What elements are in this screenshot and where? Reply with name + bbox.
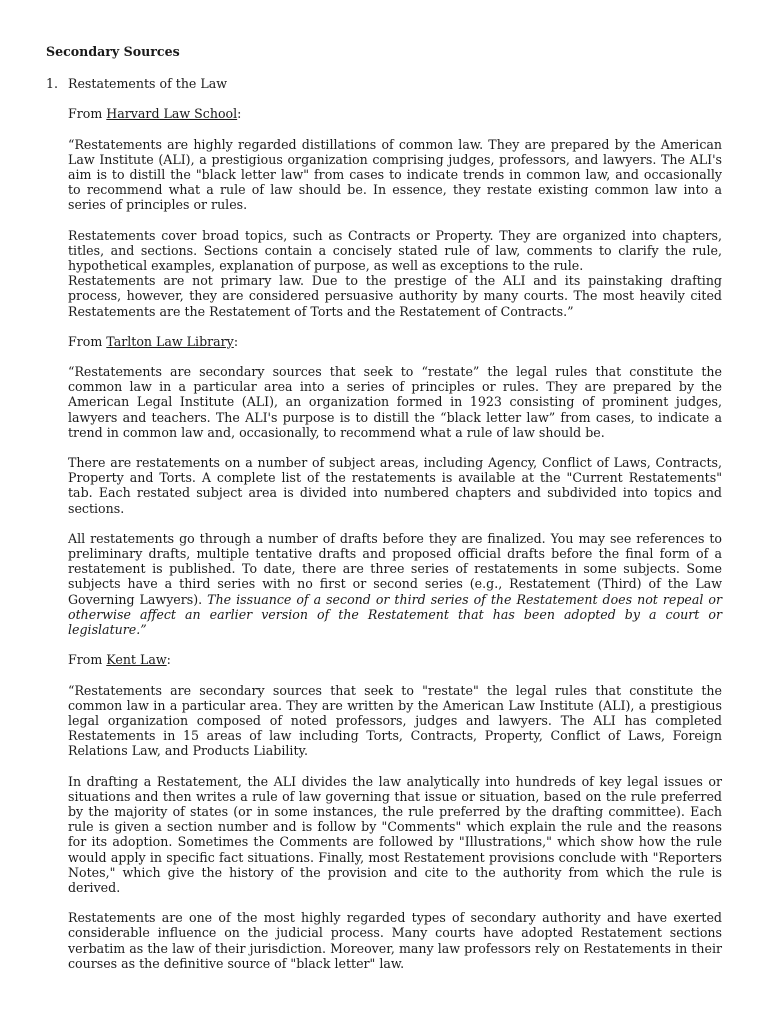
source-line-harvard <box>68 106 722 121</box>
list-item-title: Restatements of the Law <box>68 76 228 92</box>
harvard-paragraph-3: Restatements are not primary law. Due to the prestige of the ALI and its painstaking drafting process, however, they are considered persuasive authority by many courts. The most heavily cited Restatements are the Restatement of Torts and the Restatement of Contracts.” <box>68 273 722 319</box>
tarlton-link[interactable]: Tarlton Law Library <box>106 333 234 349</box>
from-label: From <box>68 333 107 349</box>
list-item-restatements <box>46 76 722 91</box>
kent-paragraph-2: In drafting a Restatement, the ALI divides the law analytically into hundreds of key legal issues or situations and then writes a rule of law governing that issue or situation, based on the rule preferred by the majority of states (or in some instances, the rule preferred by the drafting committee). Each rule is given a section number and is follow by "Comments" which explain the rule and the reasons for its adoption. Sometimes the Comments are followed by "Illustrations," which show how the rule would apply in specific fact situations. Finally, most Restatement provisions conclude with "Reporters Notes," which give the history of the provision and cite to the authority from which the rule is derived. <box>68 773 722 895</box>
tarlton-paragraph-1: “Restatements are secondary sources that seek to “restate” the legal rules that constitute the common law in a particular area into a series of principles or rules. They are prepared by the American Legal Institute (ALI), an organization formed in 1923 consisting of prominent judges, lawyers and teachers. The ALI's purpose is to distill the “black letter law” from cases, to indicate a trend in common law and, occasionally, to recommend what a rule of law should be. <box>68 364 722 440</box>
from-label: From <box>68 652 107 668</box>
content-block <box>68 106 722 971</box>
harvard-paragraph-2: Restatements cover broad topics, such as Contracts or Property. They are organized into chapters, titles, and sections. Sections contain a concisely stated rule of law, comments to clarify the rule, hypothetical examples, explanation of purpose, as well as exceptions to the rule. <box>68 227 722 274</box>
harvard-link[interactable]: Harvard Law School <box>106 106 238 122</box>
harvard-paragraph-1: “Restatements are highly regarded distillations of common law. They are prepared by the American Law Institute (ALI), a prestigious organization comprising judges, professors, and lawyers. The ALI's aim is to distill the "black letter law" from cases to indicate trends in common law, and occasionally to recommend what a rule of law should be. In essence, they restate existing common law into a series of principles or rules. <box>68 136 722 213</box>
from-label: From <box>68 106 107 122</box>
tarlton-paragraph-3 <box>68 531 722 637</box>
tarlton-paragraph-3-italic: The issuance of a second or third series of the Restatement does not repeal or otherwise affect an earlier version of the Restatement that has been adopted by a court or legislature.” <box>68 591 722 638</box>
colon: : <box>233 333 239 349</box>
section-heading: Secondary Sources <box>46 44 180 59</box>
kent-link[interactable]: Kent Law <box>106 652 167 668</box>
tarlton-paragraph-3-text: All restatements go through a number of drafts before they are finalized. You may see references to preliminary drafts, multiple tentative drafts and proposed official drafts before the final form of a restatement is published. To date, there are three series of restatements in some subjects. Some subjects have a third series with no first or second series (e.g., Restatement (Third) of the Law Governing Lawyers). <box>68 530 722 607</box>
list-number: 1. <box>46 76 59 92</box>
colon: : <box>166 652 171 668</box>
kent-paragraph-3: Restatements are one of the most highly regarded types of secondary authority and have exerted considerable influence on the judicial process. Many courts have adopted Restatement sections verbatim as the law of their jurisdiction. Moreover, many law professors rely on Restatements in their courses as the definitive source of "black letter" law. <box>68 910 722 971</box>
tarlton-paragraph-2: There are restatements on a number of subject areas, including Agency, Conflict of Laws, Contracts, Property and Torts. A complete list of the restatements is available at the "Current Restatements" tab. Each restated subject area is divided into numbered chapters and subdivided into topics and sections. <box>68 455 722 516</box>
source-line-tarlton <box>68 334 722 349</box>
source-line-kent <box>68 652 722 667</box>
colon: : <box>237 106 242 122</box>
kent-paragraph-1: “Restatements are secondary sources that seek to "restate" the legal rules that constitute the common law in a particular area. They are written by the American Law Institute (ALI), a prestigious legal organization composed of noted professors, judges and lawyers. The ALI has completed Restatements in 15 areas of law including Torts, Contracts, Property, Conflict of Laws, Foreign Relations Law, and Products Liability. <box>68 682 722 759</box>
